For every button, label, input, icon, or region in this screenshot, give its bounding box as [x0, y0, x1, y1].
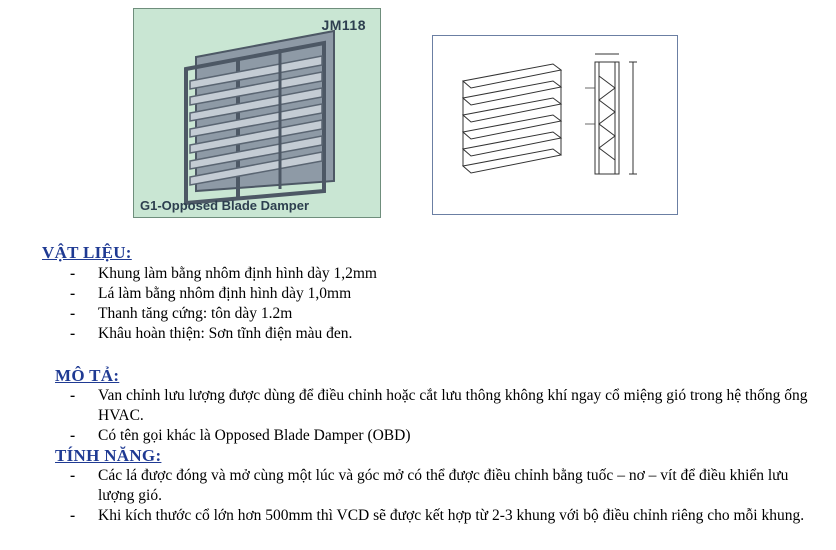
model-code: JM118	[321, 17, 366, 33]
technical-drawing	[432, 35, 678, 215]
list-item: - Khi kích thước cổ lớn hơn 500mm thì VCD sẽ được kết hợp từ 2-3 khung với bộ điều chỉnh riêng cho mỗi khung.	[70, 506, 815, 526]
list-item: - Các lá được đóng và mở cùng một lúc và góc mở có thể được điều chỉnh bằng tuốc – nơ – vít để điều khiển lưu lượng gió.	[70, 466, 815, 506]
features-list	[70, 466, 815, 526]
features-heading: TÍNH NĂNG:	[55, 446, 162, 465]
list-item: - Có tên gọi khác là Opposed Blade Damper (OBD)	[70, 426, 815, 446]
list-item: - Lá làm bằng nhôm định hình dày 1,0mm	[70, 284, 810, 304]
product-photo	[133, 8, 381, 218]
description-heading: MÔ TẢ:	[55, 366, 120, 385]
damper-schematic	[433, 36, 679, 216]
materials-heading: VẬT LIỆU:	[42, 243, 132, 262]
damper-illustration	[134, 9, 382, 219]
description-list	[70, 386, 815, 446]
materials-list	[70, 264, 810, 344]
list-item: - Khâu hoàn thiện: Sơn tĩnh điện màu đen.	[70, 324, 810, 344]
list-item: - Van chỉnh lưu lượng được dùng để điều chỉnh hoặc cắt lưu thông không khí ngay cổ miệng gió trong hệ thống ống HVAC.	[70, 386, 815, 426]
list-item: - Khung làm bằng nhôm định hình dày 1,2mm	[70, 264, 810, 284]
list-item: - Thanh tăng cứng: tôn dày 1.2m	[70, 304, 810, 324]
figure-caption: G1-Opposed Blade Damper	[140, 198, 310, 213]
